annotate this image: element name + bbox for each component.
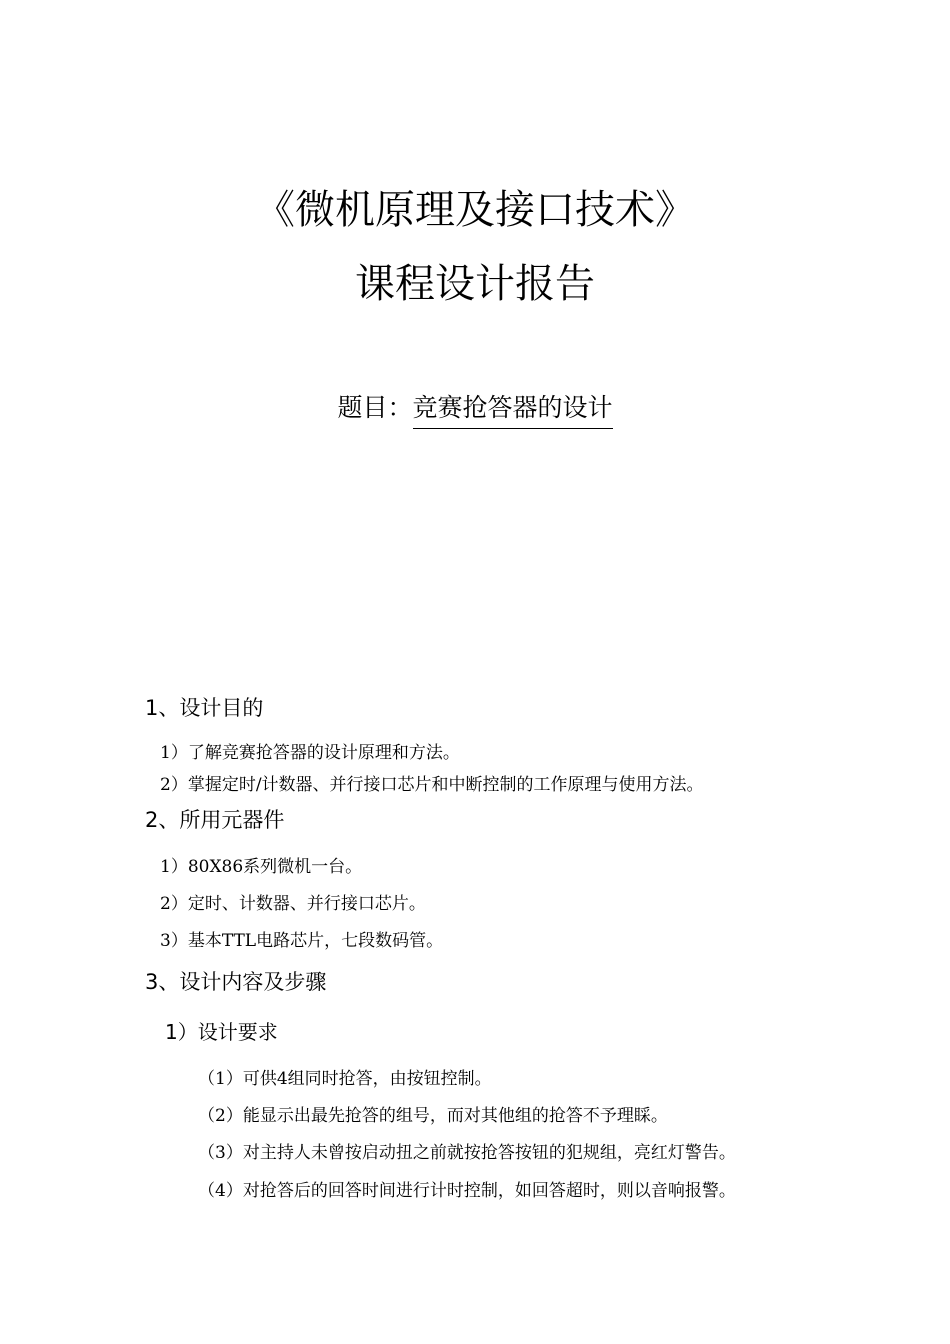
subject-label: 题目： [337, 393, 413, 422]
list-item: 2）掌握定时/计数器、并行接口芯片和中断控制的工作原理与使用方法。 [160, 775, 704, 795]
subject-line [0, 392, 950, 424]
list-item: 1）80X86系列微机一台。 [160, 857, 363, 877]
title-line-1: 《微机原理及接口技术》 [255, 187, 695, 233]
subsection-heading-requirements: 1）设计要求 [165, 1020, 278, 1044]
list-item: 2）定时、计数器、并行接口芯片。 [160, 894, 426, 914]
list-item: 3）基本TTL电路芯片，七段数码管。 [160, 931, 444, 951]
section-heading-components: 2、所用元器件 [145, 808, 285, 832]
section-heading-design-content: 3、设计内容及步骤 [145, 970, 327, 994]
list-item: 1）了解竞赛抢答器的设计原理和方法。 [160, 743, 460, 763]
list-item: （4）对抢答后的回答时间进行计时控制，如回答超时，则以音响报警。 [198, 1181, 736, 1201]
list-item: （1）可供4组同时抢答，由按钮控制。 [198, 1069, 492, 1089]
list-item: （2）能显示出最先抢答的组号，而对其他组的抢答不予理睬。 [198, 1106, 668, 1126]
title-line-2: 课程设计报告 [355, 261, 595, 307]
section-heading-purpose: 1、设计目的 [145, 696, 264, 720]
list-item: （3）对主持人未曾按启动扭之前就按抢答按钮的犯规组，亮红灯警告。 [198, 1143, 736, 1163]
subject-value: 竞赛抢答器的设计 [413, 393, 613, 429]
